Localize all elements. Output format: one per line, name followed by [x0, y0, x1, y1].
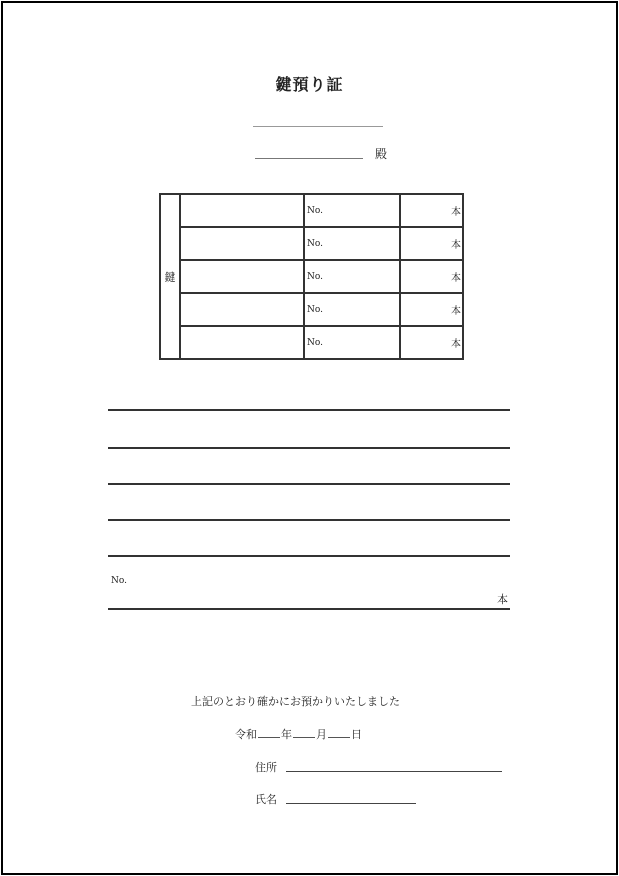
key-count-cell[interactable]	[400, 227, 463, 260]
key-number-cell[interactable]	[304, 194, 400, 227]
unit-label: 本	[451, 240, 461, 251]
year-blank[interactable]	[258, 726, 280, 738]
writing-line[interactable]	[108, 608, 510, 610]
unit-label: 本	[451, 207, 461, 218]
writing-line[interactable]	[108, 555, 510, 557]
key-number-cell[interactable]	[304, 293, 400, 326]
document-frame	[1, 1, 618, 875]
date-era: 令和	[235, 728, 257, 741]
key-number-cell[interactable]	[304, 260, 400, 293]
unit-label: 本	[451, 306, 461, 317]
key-name-cell[interactable]	[180, 326, 304, 359]
table-row	[160, 293, 463, 326]
address-blank-line[interactable]	[286, 771, 502, 772]
unit-label: 本	[451, 273, 461, 284]
key-count-cell[interactable]	[400, 260, 463, 293]
key-count-cell[interactable]	[400, 326, 463, 359]
no-label: No.	[307, 272, 323, 282]
date-line	[235, 726, 362, 742]
no-label: No.	[307, 305, 323, 315]
key-name-cell[interactable]	[180, 293, 304, 326]
lower-no-label: No.	[111, 576, 127, 586]
name-label: 氏名	[255, 793, 277, 806]
writing-line[interactable]	[108, 483, 510, 485]
key-count-cell[interactable]	[400, 293, 463, 326]
document-title: 鍵預り証	[275, 75, 344, 94]
day-blank[interactable]	[328, 726, 350, 738]
writing-line[interactable]	[108, 447, 510, 449]
address-label: 住所	[255, 761, 277, 774]
writing-line[interactable]	[108, 519, 510, 521]
key-table	[159, 193, 464, 360]
confirmation-text: 上記のとおり確かにお預かりいたしました	[191, 695, 400, 708]
date-day-label: 日	[351, 728, 362, 741]
no-label: No.	[307, 338, 323, 348]
date-year-label: 年	[281, 728, 292, 741]
month-blank[interactable]	[293, 726, 315, 738]
header-blank-line	[253, 126, 383, 127]
addressee-blank-line	[255, 158, 363, 159]
key-number-cell[interactable]	[304, 227, 400, 260]
no-label: No.	[307, 206, 323, 216]
key-name-cell[interactable]	[180, 260, 304, 293]
date-month-label: 月	[316, 728, 327, 741]
name-blank-line[interactable]	[286, 803, 416, 804]
no-label: No.	[307, 239, 323, 249]
key-number-cell[interactable]	[304, 326, 400, 359]
key-side-label: 鍵	[160, 194, 180, 359]
lower-unit-label: 本	[497, 593, 508, 606]
table-row	[160, 194, 463, 227]
key-count-cell[interactable]	[400, 194, 463, 227]
table-row	[160, 326, 463, 359]
table-row	[160, 260, 463, 293]
addressee-suffix: 殿	[375, 147, 388, 161]
table-row	[160, 227, 463, 260]
key-name-cell[interactable]	[180, 227, 304, 260]
key-name-cell[interactable]	[180, 194, 304, 227]
writing-line[interactable]	[108, 409, 510, 411]
unit-label: 本	[451, 339, 461, 350]
